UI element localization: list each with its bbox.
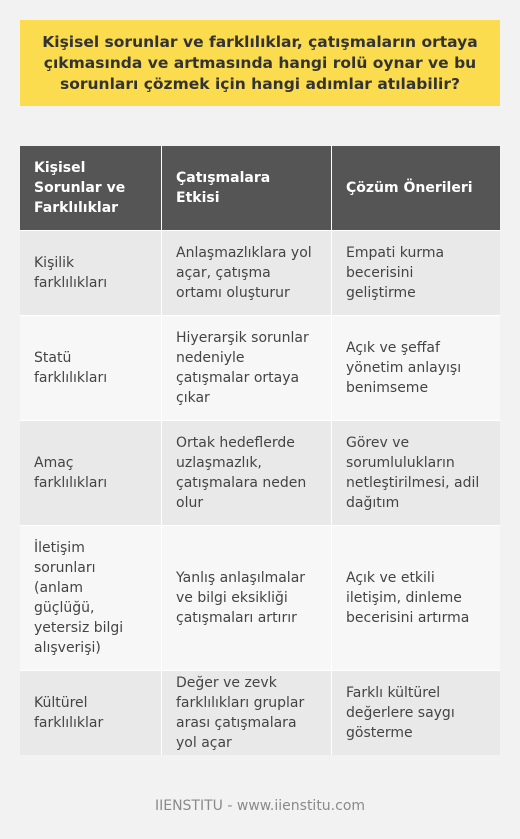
table-cell-issue: Amaç farklılıkları — [20, 420, 162, 525]
table-cell-effect: Hiyerarşik sorunlar nedeniyle çatışmalar ortaya çıkar — [162, 315, 332, 420]
footer-credit: IIENSTITU - www.iienstitu.com — [154, 798, 366, 814]
table-cell-effect: Ortak hedeflerde uzlaşmazlık, çatışmalara neden olur — [162, 420, 332, 525]
table-cell-solution: Farklı kültürel değerlere saygı gösterme — [332, 670, 500, 755]
table-cell-effect: Anlaşmazlıklara yol açar, çatışma ortamı oluşturur — [162, 230, 332, 315]
column-header: Çözüm Önerileri — [332, 146, 500, 230]
table-cell-solution: Açık ve etkili iletişim, dinleme becerisini artırma — [332, 525, 500, 670]
table-cell-effect: Yanlış anlaşılmalar ve bilgi eksikliği çatışmaları artırır — [162, 525, 332, 670]
table-header-row — [20, 146, 500, 230]
table-cell-issue: İletişim sorunları (anlam güçlüğü, yetersiz bilgi alışverişi) — [20, 525, 162, 670]
table-row — [20, 420, 500, 525]
comparison-table — [20, 146, 500, 755]
table-cell-solution: Görev ve sorumlulukların netleştirilmesi, adil dağıtım — [332, 420, 500, 525]
page-title: Kişisel sorunlar ve farklılıklar, çatışmaların ortaya çıkmasında ve artmasında hangi rolü oynar ve bu sorunları çözmek için hangi adımlar atılabilir? — [42, 32, 478, 93]
table-cell-effect: Değer ve zevk farklılıkları gruplar arası çatışmalara yol açar — [162, 670, 332, 755]
column-header: Çatışmalara Etkisi — [162, 146, 332, 230]
table-row — [20, 525, 500, 670]
title-banner — [20, 20, 500, 106]
table-row — [20, 230, 500, 315]
table-cell-issue: Kişilik farklılıkları — [20, 230, 162, 315]
table-row — [20, 315, 500, 420]
table-cell-solution: Açık ve şeffaf yönetim anlayışı benimseme — [332, 315, 500, 420]
column-header: Kişisel Sorunlar ve Farklılıklar — [20, 146, 162, 230]
table-cell-issue: Kültürel farklılıklar — [20, 670, 162, 755]
table-cell-solution: Empati kurma becerisini geliştirme — [332, 230, 500, 315]
table-row — [20, 670, 500, 755]
table-cell-issue: Statü farklılıkları — [20, 315, 162, 420]
